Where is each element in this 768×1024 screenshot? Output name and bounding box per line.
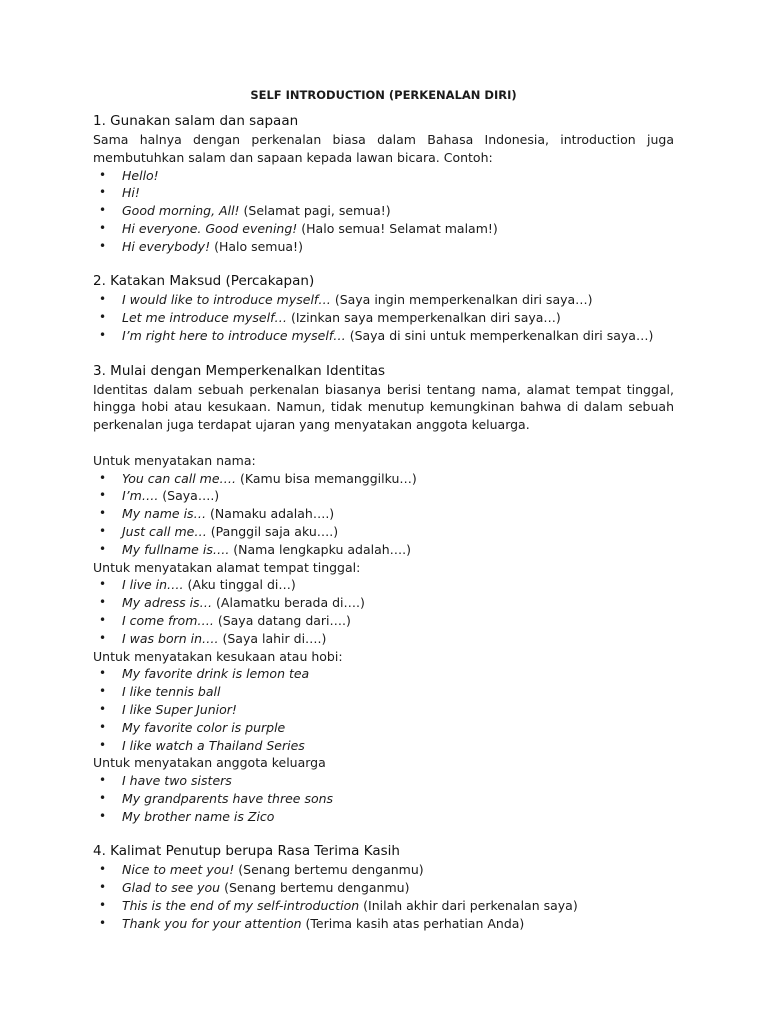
section-identity: [93, 363, 674, 826]
english-phrase: I was born in….: [122, 630, 219, 646]
list-item: [93, 897, 674, 915]
indonesian-translation: (Saya lahir di….): [218, 630, 327, 646]
section-purpose: [93, 273, 674, 344]
list-item: [93, 487, 674, 505]
bullet-icon: •: [99, 238, 107, 253]
english-phrase: I like watch a Thailand Series: [122, 737, 305, 753]
list-item: [93, 470, 674, 488]
bullet-icon: •: [99, 203, 107, 218]
bullet-list: [93, 291, 674, 344]
family-label: Untuk menyatakan anggota keluarga: [93, 755, 326, 771]
bullet-icon: •: [99, 167, 107, 182]
list-item: [93, 808, 674, 826]
document-title: SELF INTRODUCTION (PERKENALAN DIRI): [250, 88, 517, 102]
list-item: [93, 772, 674, 790]
indonesian-translation: (Halo semua!): [210, 238, 303, 254]
bullet-icon: •: [99, 773, 107, 788]
indonesian-translation: (Halo semua! Selamat malam!): [297, 220, 498, 236]
bullet-list: [93, 861, 674, 932]
english-phrase: I like tennis ball: [122, 684, 221, 700]
english-phrase: My fullname is….: [122, 541, 230, 557]
list-item: [93, 683, 674, 701]
english-phrase: My grandparents have three sons: [122, 790, 334, 806]
indonesian-translation: (Aku tinggal di…): [183, 577, 296, 593]
english-phrase: I would like to introduce myself…: [122, 292, 331, 308]
bullet-icon: •: [99, 506, 107, 521]
bullet-icon: •: [99, 185, 107, 200]
indonesian-translation: (Namaku adalah….): [206, 506, 335, 522]
bullet-icon: •: [99, 630, 107, 645]
bullet-icon: •: [99, 612, 107, 627]
bullet-icon: •: [99, 523, 107, 538]
bullet-icon: •: [99, 666, 107, 681]
list-item: [93, 630, 674, 648]
section-heading: 4. Kalimat Penutup berupa Rasa Terima Kasih: [93, 843, 400, 860]
document-content: [93, 87, 674, 932]
list-item: [93, 505, 674, 523]
english-phrase: You can call me….: [122, 470, 237, 486]
bullet-icon: •: [99, 790, 107, 805]
list-item: [93, 523, 674, 541]
bullet-icon: •: [99, 862, 107, 877]
english-phrase: Hi everyone. Good evening!: [122, 220, 298, 236]
list-item: [93, 790, 674, 808]
indonesian-translation: (Saya datang dari….): [213, 612, 351, 628]
section-heading: 1. Gunakan salam dan sapaan: [93, 113, 299, 129]
indonesian-translation: (Kamu bisa memanggilku…): [236, 470, 417, 486]
indonesian-translation: (Selamat pagi, semua!): [239, 203, 391, 219]
list-item: [93, 701, 674, 719]
list-item: [93, 861, 674, 879]
section-paragraph: Identitas dalam sebuah perkenalan biasanya berisi tentang nama, alamat tempat tinggal, hingga hobi atau kesukaan. Namun, tidak menutup kemungkinan bahwa di dalam sebuah perkenalan juga terdapat ujaran yang menyatakan anggota keluarga.: [93, 381, 674, 433]
english-phrase: Just call me…: [122, 523, 207, 539]
english-phrase: My adress is…: [122, 595, 213, 611]
section-heading: 3. Mulai dengan Memperkenalkan Identitas: [93, 362, 386, 379]
bullet-icon: •: [99, 470, 107, 485]
english-phrase: My favorite drink is lemon tea: [122, 666, 310, 682]
bullet-icon: •: [99, 880, 107, 895]
english-phrase: Hi!: [122, 185, 140, 201]
indonesian-translation: (Inilah akhir dari perkenalan saya): [359, 897, 578, 913]
bullet-icon: •: [99, 719, 107, 734]
indonesian-translation: (Izinkan saya memperkenalkan diri saya…): [287, 310, 561, 326]
list-item: [93, 719, 674, 737]
list-item: [93, 665, 674, 683]
bullet-icon: •: [99, 915, 107, 930]
bullet-icon: •: [99, 488, 107, 503]
english-phrase: Thank you for your attention: [122, 915, 302, 931]
english-phrase: My brother name is Zico: [122, 808, 275, 824]
list-item: [93, 202, 674, 220]
section-greetings: [93, 113, 674, 256]
bullet-icon: •: [99, 541, 107, 556]
english-phrase: My name is…: [122, 506, 207, 522]
address-label: Untuk menyatakan alamat tempat tinggal:: [93, 559, 361, 575]
list-item: [93, 309, 674, 327]
list-item: [93, 184, 674, 202]
bullet-icon: •: [99, 220, 107, 235]
english-phrase: I live in….: [122, 577, 184, 593]
indonesian-translation: (Senang bertemu denganmu): [220, 880, 410, 896]
bullet-icon: •: [99, 292, 107, 307]
bullet-icon: •: [99, 595, 107, 610]
bullet-icon: •: [99, 310, 107, 325]
bullet-icon: •: [99, 737, 107, 752]
section-paragraph: Sama halnya dengan perkenalan biasa dalam Bahasa Indonesia, introduction juga membutuhkan salam dan sapaan kepada lawan bicara. Contoh:: [93, 132, 674, 165]
bullet-icon: •: [99, 701, 107, 716]
bullet-icon: •: [99, 897, 107, 912]
list-item: [93, 594, 674, 612]
list-item: [93, 915, 674, 933]
bullet-icon: •: [99, 327, 107, 342]
bullet-icon: •: [99, 808, 107, 823]
name-label: Untuk menyatakan nama:: [93, 452, 256, 468]
bullet-list: [93, 470, 674, 559]
english-phrase: I have two sisters: [122, 773, 232, 789]
bullet-icon: •: [99, 577, 107, 592]
english-phrase: I come from….: [122, 612, 214, 628]
list-item: [93, 220, 674, 238]
english-phrase: Nice to meet you!: [122, 862, 235, 878]
section-heading: 2. Katakan Maksud (Percakapan): [93, 273, 315, 290]
section-closing: [93, 843, 674, 932]
list-item: [93, 167, 674, 185]
indonesian-translation: (Saya di sini untuk memperkenalkan diri saya…): [345, 327, 654, 343]
english-phrase: My favorite color is purple: [122, 719, 286, 735]
english-phrase: I like Super Junior!: [122, 701, 237, 717]
bullet-icon: •: [99, 684, 107, 699]
indonesian-translation: (Saya….): [158, 488, 220, 504]
indonesian-translation: (Terima kasih atas perhatian Anda): [301, 915, 525, 931]
list-item: [93, 238, 674, 256]
hobby-label: Untuk menyatakan kesukaan atau hobi:: [93, 648, 343, 664]
bullet-list: [93, 576, 674, 647]
indonesian-translation: (Senang bertemu denganmu): [234, 862, 424, 878]
bullet-list: [93, 665, 674, 754]
english-phrase: I’m right here to introduce myself…: [122, 327, 346, 343]
indonesian-translation: (Saya ingin memperkenalkan diri saya…): [330, 292, 593, 308]
english-phrase: Hello!: [122, 167, 159, 183]
english-phrase: Hi everybody!: [122, 238, 211, 254]
english-phrase: Good morning, All!: [122, 203, 240, 219]
english-phrase: I’m….: [122, 488, 159, 504]
english-phrase: This is the end of my self-introduction: [122, 897, 360, 913]
indonesian-translation: (Panggil saja aku….): [206, 523, 339, 539]
list-item: [93, 879, 674, 897]
english-phrase: Glad to see you: [122, 880, 221, 896]
english-phrase: Let me introduce myself…: [122, 310, 287, 326]
list-item: [93, 541, 674, 559]
indonesian-translation: (Alamatku berada di….): [212, 595, 365, 611]
list-item: [93, 612, 674, 630]
list-item: [93, 291, 674, 309]
bullet-list: [93, 167, 674, 256]
list-item: [93, 327, 674, 345]
bullet-list: [93, 772, 674, 825]
list-item: [93, 576, 674, 594]
list-item: [93, 737, 674, 755]
indonesian-translation: (Nama lengkapku adalah….): [229, 541, 412, 557]
